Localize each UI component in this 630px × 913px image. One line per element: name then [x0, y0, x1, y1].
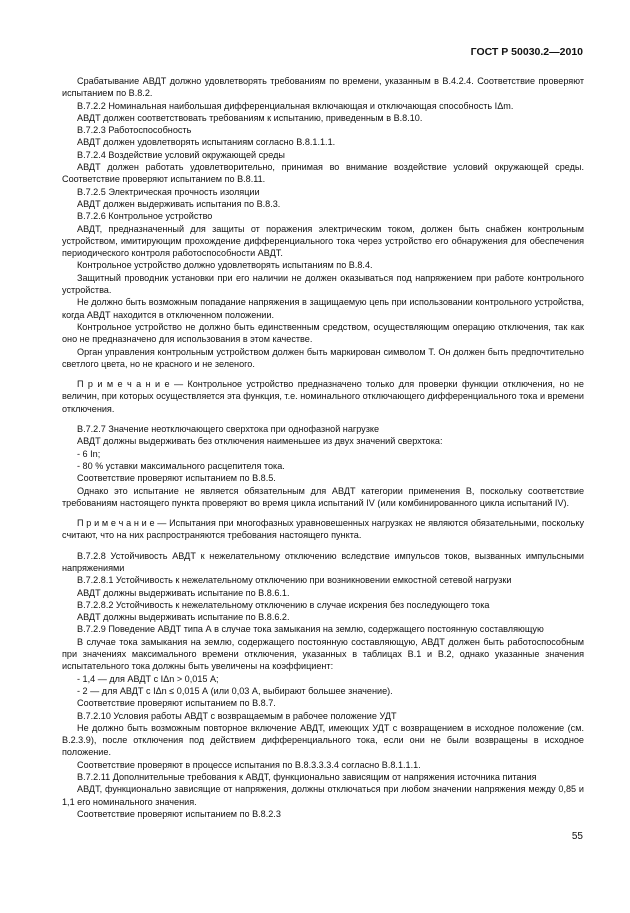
paragraph: АВДТ должны выдерживать испытание по В.8.6.1.	[77, 587, 290, 598]
paragraph: В случае тока замыкания на землю, содержащего постоянную составляющую, АВДТ должен быть работоспособным при значениях максимального времени отключения, указанных в таблицах В.1 и В.2, однако указанные значения испытательного тока должны быть увеличены на коэффициент:	[62, 636, 584, 672]
paragraph: В.7.2.2 Номинальная наибольшая дифференциальная включающая и отключающая способность IΔm.	[77, 100, 514, 111]
section-heading: В.7.2.10 Условия работы АВДТ с возвращаемым в рабочее положение УДТ	[77, 710, 397, 721]
section-heading: В.7.2.7 Значение неотключающего сверхтока при однофазной нагрузке	[77, 424, 380, 435]
section-heading: В.7.2.3 Работоспособность	[77, 125, 192, 136]
list-item: - 1,4 — для АВДТ с IΔn > 0,015 А;	[77, 673, 219, 684]
paragraph: Орган управления контрольным устройством должен быть маркирован символом Т. Он должен быть предпочтительно светлого цвета, но не красного и не зеленого.	[62, 346, 584, 369]
paragraph: АВДТ должен выдерживать испытания по В.8.3.	[77, 198, 281, 209]
paragraph: АВДТ должен работать удовлетворительно, принимая во внимание воздействие условий окружающей среды. Соответствие проверяют испытанием по В.8.11.	[62, 162, 584, 185]
paragraph: Контрольное устройство должно удовлетворять испытаниям по В.8.4.	[77, 260, 373, 271]
section-heading: В.7.2.4 Воздействие условий окружающей среды	[77, 149, 285, 160]
note: П р и м е ч а н и е — Испытания при многофазных уравновешенных нагрузках не являются обязательными, поскольку считают, что на них распространяются требования настоящего пункта.	[62, 518, 584, 541]
list-item: - 2 — для АВДТ с IΔn ≤ 0,015 А (или 0,03 А, выбирают большее значение).	[77, 685, 393, 696]
paragraph: Не должно быть возможным повторное включение АВДТ, имеющих УДТ с возвращением в исходное положение (см. В.2.3.9), после отключения под действием дифференциального тока, если они не были возвращены в исходное положение.	[62, 722, 584, 758]
section-heading: В.7.2.8 Устойчивость АВДТ к нежелательному отключению вследствие импульсов токов, вызванных импульсными напряжениями	[62, 550, 584, 573]
section-heading: В.7.2.8.1 Устойчивость к нежелательному отключению при возникновении емкостной сетевой нагрузки	[77, 575, 512, 586]
paragraph: Контрольное устройство не должно быть единственным средством, осуществляющим операцию отключения, так как оно не предназначено для использования в этом качестве.	[62, 321, 584, 345]
paragraph: Соответствие проверяют испытанием по В.8.5.	[77, 473, 276, 484]
standard-header: ГОСТ Р 50030.2—2010	[470, 46, 583, 58]
paragraph: Соответствие проверяют испытанием по В.8.2.3	[77, 808, 281, 819]
list-item: - 80 % уставки максимального расцепителя тока.	[77, 460, 285, 471]
paragraph: Срабатывание АВДТ должно удовлетворять требованиям по времени, указанным в В.4.2.4. Соответствие проверяют испытанием по В.8.2.	[62, 76, 584, 99]
page-number: 55	[571, 831, 583, 842]
note: П р и м е ч а н и е — Контрольное устройство предназначено только для проверки функции отключения, но не величин, при которых осуществляется эта функция, т.е. номинального отключающего дифференциального тока и времени отключения.	[62, 379, 584, 414]
paragraph: Не должно быть возможным попадание напряжения в защищаемую цепь при использовании контрольного устройства, когда АВДТ находится в отключенном положении.	[62, 297, 584, 320]
paragraph: Соответствие проверяют в процессе испытания по В.8.3.3.3.4 согласно В.8.1.1.1.	[77, 759, 421, 770]
paragraph: Защитный проводник установки при его наличии не должен оказываться под напряжением при работе контрольного устройства.	[62, 272, 584, 296]
paragraph: АВДТ должен удовлетворять испытаниям согласно В.8.1.1.1.	[77, 137, 336, 148]
section-heading: В.7.2.9 Поведение АВДТ типа А в случае тока замыкания на землю, содержащего постоянную составляющую	[77, 624, 544, 635]
paragraph: АВДТ должны выдерживать без отключения наименьшее из двух значений сверхтока:	[77, 436, 443, 447]
section-heading: В.7.2.8.2 Устойчивость к нежелательному отключению в случае искрения без последующего тока	[77, 599, 490, 610]
section-heading: В.7.2.5 Электрическая прочность изоляции	[77, 186, 260, 197]
paragraph: Соответствие проверяют испытанием по В.8.7.	[77, 698, 276, 709]
list-item: - 6 In;	[77, 448, 101, 459]
paragraph: АВДТ, функционально зависящие от напряжения, должны отключаться при любом значении напряжения между 0,85 и 1,1 его номинального значения.	[62, 784, 584, 807]
section-heading: В.7.2.11 Дополнительные требования к АВДТ, функционально зависящим от напряжения источника питания	[77, 772, 537, 783]
paragraph: Однако это испытание не является обязательным для АВДТ категории применения В, поскольку соответствие требованиям настоящего пункта проверяют во время цикла испытаний IV (или комбинированного цикла испытаний IV).	[62, 485, 584, 508]
page-body	[62, 75, 584, 820]
paragraph: АВДТ должны выдерживать испытание по В.8.6.2.	[77, 612, 290, 623]
paragraph: АВДТ должен соответствовать требованиям к испытанию, приведенным в В.8.10.	[77, 112, 423, 123]
paragraph: АВДТ, предназначенный для защиты от поражения электрическим током, должен быть снабжен контрольным устройством, имитирующим прохождение дифференциального тока через устройство его обнаружения для обеспечения периодического контроля работоспособности АВДТ.	[62, 223, 584, 259]
section-heading: В.7.2.6 Контрольное устройство	[77, 211, 213, 222]
